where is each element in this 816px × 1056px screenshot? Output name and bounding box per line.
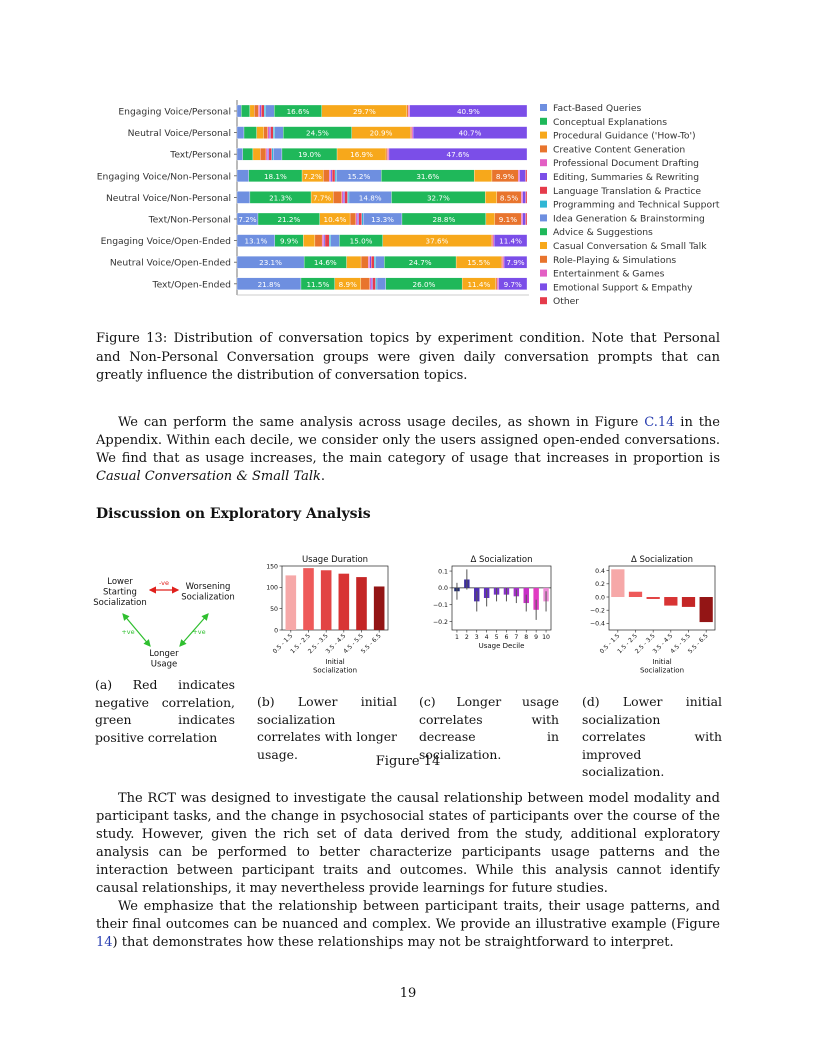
fig13-data-label: 23.1% bbox=[259, 258, 282, 268]
y-tick-label: 0.0 bbox=[438, 585, 448, 593]
fig13-category-label: Engaging Voice/Personal bbox=[118, 106, 231, 118]
fig13-data-label: 11.4% bbox=[499, 236, 522, 246]
fig13-bar-segment-procedural-guidance-how-to bbox=[253, 148, 260, 160]
fig13-bar-segment-conceptual-explanations bbox=[244, 127, 257, 139]
fig13-data-label: 8.9% bbox=[338, 279, 357, 289]
fig13-legend-swatch bbox=[540, 201, 547, 208]
x-tick-label: 8 bbox=[524, 634, 529, 641]
rct-paragraph: The RCT was designed to investigate the causal relationship between model modality and participant tasks, and the change in psychosocial states of participants over the course of the study. However, given the rich set of data derived from the study, additional exploratory analysis can be performed to better characterize participants usage patterns and the interaction between participant traits and outcomes. While this analysis cannot identify causal relationships, it may nevertheless provide learnings for future studies. bbox=[96, 791, 720, 896]
fig13-bar-segment-entertainment-games bbox=[388, 148, 389, 160]
x-tick-label: 1 bbox=[454, 634, 459, 641]
fig13-legend-entry: Emotional Support & Empathy bbox=[553, 282, 693, 294]
bar-4-5-5-5 bbox=[356, 577, 367, 630]
y-tick-label: −0.4 bbox=[589, 620, 605, 628]
fig13-bar-segment-idea-generation-brainstorming bbox=[377, 278, 386, 290]
fig13-legend-swatch bbox=[540, 173, 547, 180]
figure-14c-delta-socialization-decile-chart bbox=[418, 548, 558, 658]
fig13-bar-segment-language-translation-practice bbox=[261, 105, 264, 117]
fig13-data-label: 21.3% bbox=[269, 193, 292, 203]
x-tick-label: 9 bbox=[534, 634, 539, 641]
bar-3-5-4-5 bbox=[664, 597, 677, 606]
fig13-bar-segment-procedural-guidance-how-to bbox=[257, 127, 264, 139]
fig13-legend-swatch bbox=[540, 118, 547, 125]
bar-0-5-1-5 bbox=[611, 569, 624, 597]
fig13-bar-segment-emotional-support-empathy bbox=[523, 213, 526, 225]
node-worsening-socialization: Worsening bbox=[185, 582, 231, 592]
x-tick-label: 0.5 - 1.5 bbox=[598, 632, 622, 656]
fig13-bar-segment-emotional-support-empathy bbox=[520, 170, 526, 182]
fig13-bar-segment-programming-and-technical-support bbox=[272, 148, 273, 160]
fig13-legend-entry: Professional Document Drafting bbox=[553, 158, 700, 170]
fig13-data-label: 24.7% bbox=[408, 258, 432, 268]
x-tick-label: 0.5 - 1.5 bbox=[271, 632, 295, 656]
fig13-data-label: 9.9% bbox=[279, 236, 299, 246]
y-tick-label: 0.0 bbox=[595, 594, 605, 602]
x-tick-label: 5.5 - 6.5 bbox=[359, 632, 383, 656]
fig13-data-label: 9.7% bbox=[503, 279, 522, 289]
fig13-bar-segment-idea-generation-brainstorming bbox=[275, 127, 283, 139]
fig13-bar-segment-creative-content-generation bbox=[361, 278, 370, 290]
x-tick-label: 1.5 - 2.5 bbox=[289, 632, 312, 656]
fig13-bar-segment-role-playing-simulations bbox=[496, 278, 497, 290]
fig13-legend-entry: Entertainment & Games bbox=[553, 268, 665, 280]
fig13-legend-swatch bbox=[540, 132, 547, 139]
fig13-category-label: Engaging Voice/Open-Ended bbox=[100, 236, 231, 248]
fig13-category-label: Text/Personal bbox=[170, 149, 231, 161]
fig13-bar-segment-procedural-guidance-how-to bbox=[347, 256, 362, 268]
x-axis-label: Socialization bbox=[639, 666, 685, 675]
x-tick-label: 10 bbox=[542, 634, 550, 641]
fig13-bar-segment-fact-based-queries bbox=[237, 127, 244, 139]
fig13-data-label: 28.8% bbox=[432, 215, 456, 224]
y-tick-label: −0.1 bbox=[432, 602, 448, 610]
fig13-bar-segment-programming-and-technical-support bbox=[374, 256, 375, 268]
fig13-category-label: Neutral Voice/Personal bbox=[127, 128, 231, 140]
fig13-bar-segment-editing-summaries-rewriting bbox=[267, 148, 268, 160]
fig13-legend-swatch bbox=[540, 187, 547, 194]
fig13-bar-segment-language-translation-practice bbox=[269, 148, 272, 160]
fig13-bar-segment-role-playing-simulations bbox=[410, 127, 411, 139]
fig13-legend-entry: Role-Playing & Simulations bbox=[553, 254, 677, 266]
fig13-legend-swatch bbox=[540, 159, 547, 166]
fig13-data-label: 16.6% bbox=[286, 107, 310, 116]
fig13-data-label: 7.7% bbox=[313, 193, 332, 203]
fig13-bar-segment-creative-content-generation bbox=[350, 213, 356, 225]
x-tick-label: 4 bbox=[484, 634, 489, 641]
x-tick-label: 2.5 - 3.5 bbox=[306, 632, 330, 656]
negative-edge-label: -ve bbox=[158, 579, 170, 587]
fig13-bar-segment-editing-summaries-rewriting bbox=[371, 278, 372, 290]
node-worsening-socialization: Socialization bbox=[181, 592, 235, 603]
fig13-bar-segment-professional-document-drafting bbox=[266, 148, 267, 160]
fig13-bar-segment-entertainment-games bbox=[412, 127, 413, 139]
fig13-bar-segment-language-translation-practice bbox=[373, 278, 376, 290]
fig13-bar-segment-procedural-guidance-how-to bbox=[303, 235, 315, 247]
fig13-bar-segment-fact-based-queries bbox=[237, 170, 249, 182]
fig13-bar-segment-casual-conversation-small-talk bbox=[485, 191, 496, 203]
fig13-bar-segment-idea-generation-brainstorming bbox=[331, 235, 340, 247]
chart-frame bbox=[282, 566, 388, 630]
fig13-bar-segment-professional-document-drafting bbox=[322, 235, 323, 247]
fig13-bar-segment-programming-and-technical-support bbox=[335, 170, 336, 182]
fig13-bar-segment-other bbox=[526, 213, 527, 225]
fig13-legend-entry: Procedural Guidance ('How-To') bbox=[553, 130, 696, 142]
fig13-legend-entry: Language Translation & Practice bbox=[553, 185, 702, 197]
fig13-bar-segment-creative-content-generation bbox=[264, 127, 268, 139]
fig13-bar-segment-fact-based-queries bbox=[237, 105, 241, 117]
fig13-data-label: 15.2% bbox=[347, 171, 371, 181]
node-longer-usage: Usage bbox=[150, 659, 178, 670]
fig13-bar-segment-professional-document-drafting bbox=[370, 278, 371, 290]
fig13-data-label: 31.6% bbox=[416, 171, 440, 181]
fig13-legend-swatch bbox=[540, 214, 547, 221]
fig13-bar-segment-professional-document-drafting bbox=[258, 105, 259, 117]
fig13-bar-segment-professional-document-drafting bbox=[329, 170, 330, 182]
fig13-bar-segment-language-translation-practice bbox=[359, 213, 362, 225]
fig13-bar-segment-casual-conversation-small-talk bbox=[474, 170, 492, 182]
fig13-data-label: 11.5% bbox=[306, 279, 330, 289]
fig13-data-label: 7.2% bbox=[303, 171, 322, 181]
fig13-data-label: 7.2% bbox=[238, 215, 257, 224]
positive-edge-label: +ve bbox=[192, 628, 206, 636]
fig13-bar-segment-creative-content-generation bbox=[260, 148, 266, 160]
fig13-bar-segment-entertainment-games bbox=[521, 213, 522, 225]
fig13-data-label: 24.5% bbox=[306, 128, 329, 138]
x-axis-label: Initial bbox=[652, 658, 672, 666]
figure-14-link[interactable]: 14 bbox=[96, 935, 113, 950]
bar-1-5-2-5 bbox=[303, 568, 314, 630]
fig13-legend-entry: Conceptual Explanations bbox=[553, 116, 668, 128]
bar-2-5-3-5 bbox=[321, 570, 332, 630]
fig13-data-label: 15.0% bbox=[349, 236, 373, 246]
fig13-data-label: 29.7% bbox=[352, 107, 376, 116]
fig13-bar-segment-language-translation-practice bbox=[332, 170, 335, 182]
x-tick-label: 4.5 - 5.5 bbox=[342, 632, 365, 656]
fig13-data-label: 7.9% bbox=[506, 258, 525, 268]
figure-13-caption: Figure 13: Distribution of conversation topics by experiment condition. Note that Personal and Non-Personal Conversation groups were given daily conversation prompts that can greatly influence the distribution of conversation topics. bbox=[96, 331, 720, 383]
chart-title: Δ Socialization bbox=[470, 555, 533, 565]
y-tick-label: −0.2 bbox=[432, 618, 448, 626]
fig13-bar-segment-creative-content-generation bbox=[254, 105, 258, 117]
y-tick-label: 50 bbox=[270, 605, 278, 613]
fig13-bar-segment-language-translation-practice bbox=[371, 256, 374, 268]
rct-discussion-paragraphs bbox=[96, 790, 720, 952]
fig13-legend-swatch bbox=[540, 270, 547, 277]
fig13-bar-segment-entertainment-games bbox=[493, 235, 494, 247]
fig13-bar-segment-procedural-guidance-how-to bbox=[250, 105, 254, 117]
y-tick-label: 150 bbox=[266, 563, 278, 571]
fig13-bar-segment-role-playing-simulations bbox=[491, 235, 492, 247]
fig13-bar-segment-programming-and-technical-support bbox=[362, 213, 363, 225]
fig13-bar-segment-programming-and-technical-support bbox=[273, 127, 274, 139]
x-axis-label: Usage Decile bbox=[478, 642, 525, 650]
y-tick-label: 0.4 bbox=[595, 567, 605, 575]
x-tick-label: 5 bbox=[494, 634, 499, 641]
x-tick-label: 2.5 - 3.5 bbox=[633, 632, 657, 656]
x-axis-label: Initial bbox=[325, 658, 345, 666]
y-tick-label: 0 bbox=[274, 627, 278, 635]
chart-title: Δ Socialization bbox=[630, 555, 694, 565]
y-tick-label: −0.2 bbox=[589, 607, 605, 615]
fig13-data-label: 8.9% bbox=[495, 171, 515, 181]
chart-title: Usage Duration bbox=[301, 555, 369, 565]
fig13-legend-entry: Advice & Suggestions bbox=[553, 227, 653, 239]
fig13-legend-swatch bbox=[540, 228, 547, 235]
fig13-legend-entry: Casual Conversation & Small Talk bbox=[553, 241, 707, 252]
x-tick-label: 3.5 - 4.5 bbox=[651, 632, 675, 656]
fig13-bar-segment-creative-content-generation bbox=[323, 170, 329, 182]
fig13-data-label: 32.7% bbox=[426, 193, 450, 203]
fig13-bar-segment-professional-document-drafting bbox=[342, 191, 343, 203]
fig13-bar-segment-language-translation-practice bbox=[345, 191, 348, 203]
y-tick-label: 100 bbox=[266, 584, 278, 592]
fig13-bar-segment-entertainment-games bbox=[497, 278, 498, 290]
fig13-bar-segment-editing-summaries-rewriting bbox=[324, 235, 325, 247]
fig13-data-label: 21.2% bbox=[277, 215, 301, 224]
x-tick-label: 1.5 - 2.5 bbox=[616, 632, 639, 656]
fig13-legend-entry: Programming and Technical Support bbox=[553, 199, 720, 211]
positive-edge-label: +ve bbox=[121, 628, 135, 636]
fig13-legend-swatch bbox=[540, 104, 547, 111]
fig13-bar-segment-casual-conversation-small-talk bbox=[486, 213, 495, 225]
figure-14d-caption: (d) Lower initial socialization correlates with improved socialization. bbox=[582, 694, 722, 779]
discussion-heading: Discussion on Exploratory Analysis bbox=[96, 506, 371, 522]
node-lower-starting-socialization: Socialization bbox=[93, 598, 147, 608]
fig13-data-label: 10.4% bbox=[323, 215, 347, 224]
fig13-legend-entry: Fact-Based Queries bbox=[553, 103, 642, 114]
figure-14d-delta-socialization-initial-chart bbox=[582, 548, 722, 680]
fig13-bar-segment-programming-and-technical-support bbox=[376, 278, 377, 290]
fig13-data-label: 8.5% bbox=[499, 193, 519, 203]
figure-14c-caption: (c) Longer usage correlates with decrease in socialization. bbox=[419, 694, 559, 762]
fig13-bar-segment-entertainment-games bbox=[503, 256, 504, 268]
fig13-data-label: 14.6% bbox=[313, 258, 337, 268]
x-tick-label: 3 bbox=[474, 634, 479, 641]
fig13-bar-segment-role-playing-simulations bbox=[501, 256, 502, 268]
fig13-bar-segment-fact-based-queries bbox=[237, 148, 243, 160]
fig13-bar-segment-editing-summaries-rewriting bbox=[343, 191, 344, 203]
figure-14b-usage-duration-chart bbox=[255, 548, 395, 680]
chart-frame bbox=[609, 566, 715, 630]
fig13-bar-segment-creative-content-generation bbox=[315, 235, 322, 247]
figure-c14-link[interactable]: C.14 bbox=[644, 415, 675, 430]
bar-1-5-2-5 bbox=[629, 592, 642, 597]
fig13-legend-swatch bbox=[540, 242, 547, 249]
bar-5-5-6-5 bbox=[700, 597, 713, 622]
node-lower-starting-socialization: Starting bbox=[103, 587, 137, 598]
node-lower-starting-socialization: Lower bbox=[107, 577, 133, 587]
fig13-bar-segment-programming-and-technical-support bbox=[348, 191, 349, 203]
fig13-bar-segment-conceptual-explanations bbox=[243, 148, 253, 160]
fig13-data-label: 40.7% bbox=[458, 128, 482, 138]
fig13-bar-segment-entertainment-games bbox=[408, 105, 409, 117]
x-axis-label: Socialization bbox=[312, 666, 358, 675]
fig13-bar-segment-idea-generation-brainstorming bbox=[266, 105, 275, 117]
fig13-bar-segment-entertainment-games bbox=[518, 170, 519, 182]
fig13-bar-segment-editing-summaries-rewriting bbox=[370, 256, 371, 268]
y-tick-label: 0.2 bbox=[595, 581, 605, 589]
fig13-bar-segment-programming-and-technical-support bbox=[264, 105, 265, 117]
fig13-legend-swatch bbox=[540, 256, 547, 263]
bar-0-5-1-5 bbox=[286, 575, 297, 630]
fig13-legend-entry: Other bbox=[553, 296, 580, 308]
fig13-bar-segment-language-translation-practice bbox=[271, 127, 274, 139]
fig13-bar-segment-professional-document-drafting bbox=[356, 213, 357, 225]
fig13-bar-segment-emotional-support-empathy bbox=[523, 191, 526, 203]
fig13-data-label: 19.0% bbox=[298, 150, 321, 160]
fig13-bar-segment-creative-content-generation bbox=[361, 256, 368, 268]
fig13-data-label: 21.8% bbox=[257, 279, 281, 289]
fig13-data-label: 26.0% bbox=[412, 279, 436, 289]
x-tick-label: 5.5 - 6.5 bbox=[686, 632, 710, 656]
page-number: 19 bbox=[399, 986, 417, 1001]
figure-14b-caption: (b) Lower initial socialization correlates with longer usage. bbox=[257, 694, 397, 762]
fig13-data-label: 14.8% bbox=[358, 193, 382, 203]
casual-conversation-emphasis: Casual Conversation & Small Talk bbox=[96, 469, 321, 484]
relationship-paragraph: We emphasize that the relationship between participant traits, their usage patterns, and their final outcomes can be nuanced and complex. We provide an illustrative example (Figure 14) that demonstrates how these relationships may not be straightforward to interpret. bbox=[96, 899, 720, 950]
fig13-bar-segment-idea-generation-brainstorming bbox=[376, 256, 385, 268]
fig13-data-label: 18.1% bbox=[263, 171, 287, 181]
fig13-bar-segment-role-playing-simulations bbox=[386, 148, 387, 160]
x-tick-label: 7 bbox=[514, 634, 519, 641]
x-tick-label: 3.5 - 4.5 bbox=[324, 632, 348, 656]
bar-2-5-3-5 bbox=[647, 597, 660, 599]
fig13-category-label: Text/Non-Personal bbox=[148, 214, 231, 226]
fig13-bar-segment-editing-summaries-rewriting bbox=[260, 105, 261, 117]
fig13-category-label: Neutral Voice/Open-Ended bbox=[109, 257, 231, 269]
fig13-category-label: Engaging Voice/Non-Personal bbox=[96, 171, 231, 183]
x-tick-label: 6 bbox=[504, 634, 509, 641]
figure-14a-caption: (a) Red indicates negative correlation, green indicates positive correlation bbox=[95, 677, 235, 745]
fig13-data-label: 13.1% bbox=[244, 236, 268, 246]
fig13-data-label: 40.9% bbox=[456, 107, 480, 116]
fig13-bar-segment-editing-summaries-rewriting bbox=[357, 213, 358, 225]
bar-5-5-6-5 bbox=[374, 586, 385, 630]
figure-14a-correlation-diagram bbox=[90, 562, 240, 674]
fig13-category-label: Neutral Voice/Non-Personal bbox=[105, 192, 231, 204]
fig13-bar-segment-programming-and-technical-support bbox=[329, 235, 330, 247]
fig13-bar-segment-other bbox=[526, 191, 527, 203]
y-tick-label: 0.1 bbox=[438, 568, 448, 576]
fig13-bar-segment-editing-summaries-rewriting bbox=[331, 170, 332, 182]
bar-3-5-4-5 bbox=[339, 574, 350, 630]
fig13-bar-segment-conceptual-explanations bbox=[241, 105, 250, 117]
fig13-bar-segment-fact-based-queries bbox=[237, 191, 250, 203]
fig13-bar-segment-professional-document-drafting bbox=[268, 127, 269, 139]
fig13-data-label: 9.1% bbox=[498, 215, 518, 224]
fig13-legend-entry: Idea Generation & Brainstorming bbox=[553, 213, 705, 225]
figure-13-stacked-bar-chart bbox=[0, 95, 816, 320]
fig13-data-label: 11.4% bbox=[467, 279, 491, 289]
x-tick-label: 4.5 - 5.5 bbox=[669, 632, 692, 656]
fig13-legend-entry: Creative Content Generation bbox=[553, 144, 686, 156]
figure-14-label: Figure 14 bbox=[375, 754, 441, 769]
fig13-bar-segment-professional-document-drafting bbox=[368, 256, 369, 268]
fig13-bar-segment-role-playing-simulations bbox=[407, 105, 408, 117]
fig13-data-label: 15.5% bbox=[467, 258, 491, 268]
fig13-data-label: 13.3% bbox=[371, 215, 395, 224]
fig13-data-label: 47.6% bbox=[446, 150, 470, 160]
fig13-bar-segment-language-translation-practice bbox=[325, 235, 329, 247]
fig13-bar-segment-other bbox=[526, 170, 527, 182]
fig13-bar-segment-creative-content-generation bbox=[333, 191, 342, 203]
usage-deciles-paragraph: We can perform the same analysis across usage deciles, as shown in Figure C.14 in the Appendix. Within each decile, we consider only the users assigned open-ended conversations. We find that as usage increases, the main category of usage that increases in proportion is Casual Conversation & Small Talk. bbox=[96, 415, 720, 484]
fig13-bar-segment-entertainment-games bbox=[521, 191, 522, 203]
fig13-legend-entry: Editing, Summaries & Rewriting bbox=[553, 172, 700, 183]
fig13-bar-segment-editing-summaries-rewriting bbox=[269, 127, 270, 139]
fig13-category-label: Text/Open-Ended bbox=[152, 279, 231, 291]
x-tick-label: 2 bbox=[464, 634, 469, 641]
node-longer-usage: Longer bbox=[149, 649, 179, 659]
fig13-data-label: 20.9% bbox=[369, 128, 393, 138]
fig13-legend-swatch bbox=[540, 283, 547, 290]
fig13-bar-segment-idea-generation-brainstorming bbox=[273, 148, 282, 160]
fig13-legend-swatch bbox=[540, 145, 547, 152]
fig13-data-label: 16.9% bbox=[350, 150, 373, 160]
fig13-data-label: 37.6% bbox=[425, 236, 449, 246]
bar-4-5-5-5 bbox=[682, 597, 695, 607]
fig13-legend-swatch bbox=[540, 297, 547, 304]
